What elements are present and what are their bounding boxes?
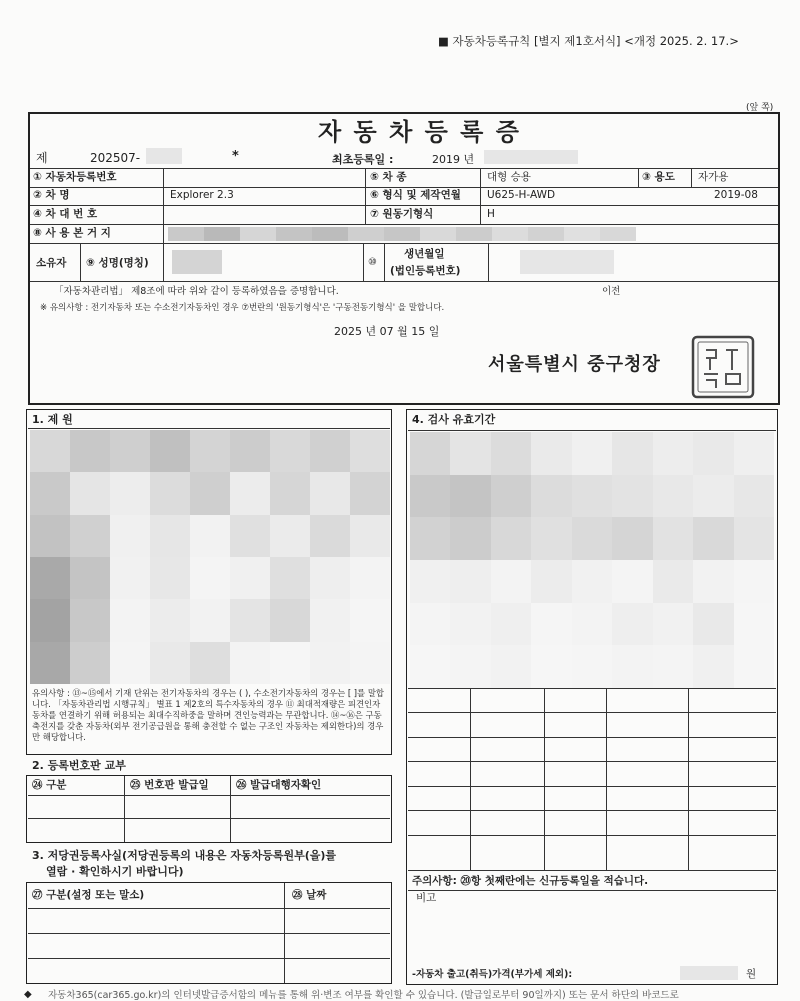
- section2-col-type: ㉔ 구분: [32, 779, 67, 791]
- redacted-inspection: [410, 432, 774, 688]
- redacted-block: [520, 250, 614, 274]
- reg-no-label: ① 자동차등록번호: [33, 171, 117, 183]
- model-date: 2019-08: [714, 189, 758, 201]
- redacted-block: [680, 966, 738, 980]
- engine-label: ⑦ 원동기형식: [370, 208, 434, 220]
- owner-name-label: ⑨ 성명(명칭): [86, 257, 149, 269]
- price-unit: 원: [746, 968, 757, 980]
- name-value: Explorer 2.3: [170, 189, 234, 201]
- model-label: ⑥ 형식 및 제작연월: [370, 189, 461, 201]
- form-reference: ■ 자동차등록규칙 [별지 제1호서식] <개정 2025. 2. 17.>: [438, 34, 739, 48]
- address-label: ⑧ 사 용 본 거 지: [33, 227, 111, 239]
- section4-title: 4. 검사 유효기간: [412, 413, 496, 426]
- cert-statement: 「자동차관리법」 제8조에 따라 위와 같이 등록하였음을 증명합니다.: [54, 286, 339, 297]
- price-label: -자동차 출고(취득)가격(부가세 제외):: [412, 969, 573, 980]
- certificate-title: 자 동 차 등 록 증: [318, 118, 521, 146]
- redacted-block: [146, 148, 182, 164]
- section2-table: [26, 775, 392, 843]
- section3-col-type: ㉗ 구분(설정 또는 말소): [32, 889, 145, 901]
- remark-label: 비고: [416, 892, 437, 904]
- footer-bullet: ◆: [24, 989, 32, 1000]
- model-value: U625-H-AWD: [487, 189, 556, 201]
- type-label: ⑤ 차 종: [370, 171, 407, 183]
- section3-title2: 열람 · 확인하시기 바랍니다): [46, 865, 184, 878]
- cert-no-star: *: [232, 149, 239, 164]
- section2-col-issue-date: ㉕ 번호판 발급일: [130, 779, 209, 791]
- section1-note: 유의사항 : ⑬~⑮에서 기재 단위는 전기자동차의 경우는 ( ), 수소전기자동차의 경우는 [ ]를 말합니다. 「자동차관리법 시행규칙」 별표 1 제2호의 특수자동차의 경우 ⑪ 최대적재량은 피견인자동차를 연결하기 위해 허용되는 최대수직하중을 말하며 견인능력과는 무관합니다. ⑭~⑯은 구동축전지를 갖춘 자동차(외부 전기공급원을 통해 충전할 수 없는 구조인 자동차는 제외한다)의 경우만 해당합니다.: [32, 688, 384, 742]
- vin-label: ④ 차 대 번 호: [33, 208, 98, 220]
- owner-birth-label: 생년월일: [404, 248, 445, 260]
- owner-birth-mark: ⑩: [368, 257, 377, 268]
- issuer-name: 서울특별시 중구청장: [488, 354, 661, 375]
- type-value: 대형 승용: [487, 171, 531, 183]
- redacted-specs: [30, 430, 390, 684]
- footer-text: 자동차365(car365.go.kr)의 인터넷발급증서함의 메뉴를 통해 위·변조 여부를 확인할 수 있습니다. (발급일로부터 90일까지) 또는 문서 하단의 바코드로: [48, 990, 679, 1001]
- first-reg-label: 최초등록일 :: [332, 153, 394, 166]
- redacted-address: [168, 227, 636, 241]
- section1-title: 1. 제 원: [32, 413, 73, 426]
- use-label: ③ 용도: [642, 171, 675, 183]
- name-label: ② 차 명: [33, 189, 70, 201]
- cert-no-label: 제: [36, 151, 48, 165]
- cert-statement-tail: 이전: [602, 286, 621, 297]
- first-reg-value: 2019 년: [432, 153, 475, 166]
- owner-label: 소유자: [36, 257, 67, 269]
- section3-title: 3. 저당권등록사실(저당권등록의 내용은 자동차등록원부(을)를: [32, 849, 337, 862]
- section2-title: 2. 등록번호판 교부: [32, 759, 126, 772]
- side-label: (앞 쪽): [746, 103, 774, 113]
- engine-value: H: [487, 208, 495, 220]
- cert-no-value: 202507-: [90, 151, 141, 165]
- section3-col-date: ㉘ 날짜: [292, 889, 327, 901]
- section4-note: 주의사항: ⑳항 첫째란에는 신규등록일을 적습니다.: [412, 875, 649, 887]
- redacted-block: [172, 250, 222, 274]
- official-seal: [690, 334, 756, 400]
- owner-birth-label2: (법인등록번호): [390, 265, 461, 277]
- issue-date: 2025 년 07 월 15 일: [334, 325, 440, 338]
- section2-col-agent: ㉖ 발급대행자확인: [236, 779, 322, 791]
- redacted-block: [484, 150, 578, 164]
- use-value: 자가용: [698, 171, 729, 183]
- cert-note: ※ 유의사항 : 전기자동차 또는 수소전기자동차인 경우 ⑦번란의 '원동기형식'은 '구동전동기형식' 을 말합니다.: [40, 303, 445, 313]
